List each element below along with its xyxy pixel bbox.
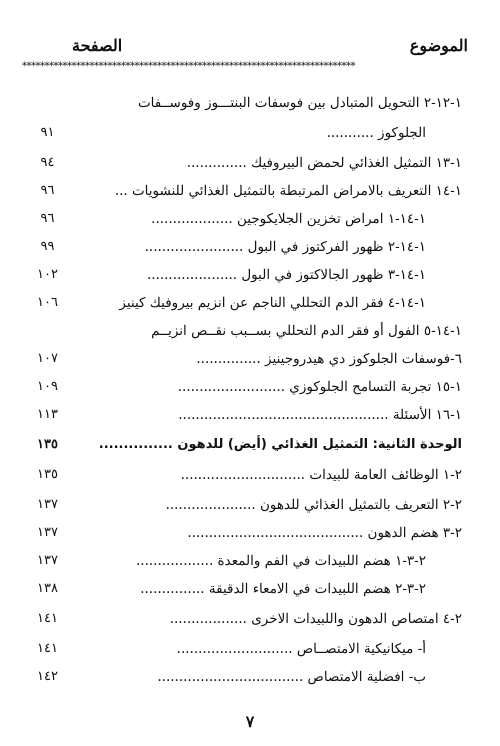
toc-row (0, 320, 500, 346)
toc-entry-page: ١٠٦ (37, 295, 58, 310)
toc-entry-title: ١-١٤-١ امراض تخزين الجلايكوجين ................... (151, 211, 426, 227)
page-number: ٧ (245, 712, 255, 731)
toc-row (0, 180, 500, 206)
toc-entry-title: ٢-٣-١ هضم اللبيدات في الفم والمعدة .................. (136, 553, 426, 569)
toc-entry-page: ١٣٥ (37, 437, 58, 452)
toc-entry-page: ١٣٧ (37, 525, 58, 540)
toc-row (0, 208, 500, 234)
toc-entry-page: ٩٩ (40, 239, 55, 254)
toc-entry-page: ١٣٧ (37, 553, 58, 568)
toc-entry-page: ١٤٢ (37, 669, 58, 684)
page-column-heading: الصفحة (72, 36, 123, 55)
toc-row (0, 666, 500, 692)
toc-entry-page: ١٣٥ (37, 467, 58, 482)
toc-row (0, 434, 500, 460)
toc-row (0, 152, 500, 178)
toc-entry-page: ٩٦ (40, 211, 55, 226)
toc-entry-title: ٢-٣ هضم الدهون ......................................... (187, 525, 462, 541)
toc-entry-page: ١٠٧ (37, 351, 58, 366)
toc-entry-title: ب- افضلية الامتصاص .................................. (157, 669, 426, 685)
toc-entry-title: ١-١٤-٢ ظهور الفركتوز في البول ....................... (144, 239, 426, 255)
toc-entry-page: ٩١ (40, 125, 55, 140)
toc-row (0, 464, 500, 490)
toc-entry-page: ١٣٧ (37, 497, 58, 512)
toc-entry-title: ١-١٣ التمثيل الغذائي لحمض البيروفيك .............. (186, 155, 462, 171)
toc-entry-page: ١١٣ (37, 407, 58, 422)
toc-entry-page: ٩٦ (40, 183, 55, 198)
toc-entry-title: ١-١٤-٥ الفول أو فقر الدم التحللي بســبب نقــص انزيــم (151, 323, 462, 339)
toc-entry-title: ٦-فوسفات الجلوكوز دي هيدروجينيز ............... (196, 351, 462, 367)
toc-entry-page: ١٠٩ (37, 379, 58, 394)
toc-row (0, 376, 500, 402)
toc-row (0, 404, 500, 430)
toc-entry-title: ٢-١ الوظائف العامة للبيدات ............................. (180, 467, 462, 483)
toc-row (0, 122, 500, 148)
topic-column-heading: الموضوع (409, 36, 468, 55)
toc-entry-title: ١-١٤-٣ ظهور الجالاكتوز في البول ..................... (146, 267, 426, 283)
toc-entry-page: ١٣٨ (37, 581, 58, 596)
toc-row (0, 92, 500, 118)
toc-row (0, 608, 500, 634)
toc-row (0, 494, 500, 520)
toc-entry-page: ١٠٢ (37, 267, 58, 282)
toc-entry-title: ١-١٤ التعريف بالامراض المرتبطة بالتمثيل الغذائي للنشويات ... (114, 183, 462, 199)
toc-entry-title: أ- ميكانيكية الامتصــاص ........................... (176, 641, 426, 657)
star-separator: ************************************************************************** (22, 61, 355, 72)
toc-entry-title: ٢-٣-٢ هضم اللبيدات في الامعاء الدقيقة ............... (140, 581, 426, 597)
toc-entry-title: ١-١٦ الأسئلة ................................................. (178, 407, 462, 423)
toc-row (0, 550, 500, 576)
toc-entry-title: ٢-٢ التعريف بالتمثيل الغذائي للدهون ..................... (165, 497, 462, 513)
toc-row (0, 578, 500, 604)
toc-row (0, 638, 500, 664)
toc-row (0, 264, 500, 290)
toc-entry-title: الجلوكوز ........... (326, 125, 426, 141)
toc-row (0, 292, 500, 318)
toc-entry-title: الوحدة الثانية: التمثيل الغذائي (أيض) للدهون ............... (98, 437, 462, 452)
toc-row (0, 236, 500, 262)
toc-row (0, 522, 500, 548)
toc-row (0, 348, 500, 374)
toc-entry-title: ٢-٤ امتصاص الدهون واللبيدات الاخرى .................. (169, 611, 462, 627)
toc-entry-page: ١٤١ (37, 641, 58, 656)
toc-entry-page: ٩٤ (40, 155, 55, 170)
toc-entry-title: ١-١٢-٢ التحويل المتبادل بين فوسفات البنتـــوز وفوســفات (137, 95, 462, 111)
toc-entry-page: ١٤١ (37, 611, 58, 626)
toc-entry-title: ١-١٤-٤ فقر الدم التحللي الناجم عن انزيم بيروفيك كينيز (119, 295, 426, 311)
toc-entry-title: ١-١٥ تجربة التسامح الجلوكوزي ......................... (177, 379, 462, 395)
